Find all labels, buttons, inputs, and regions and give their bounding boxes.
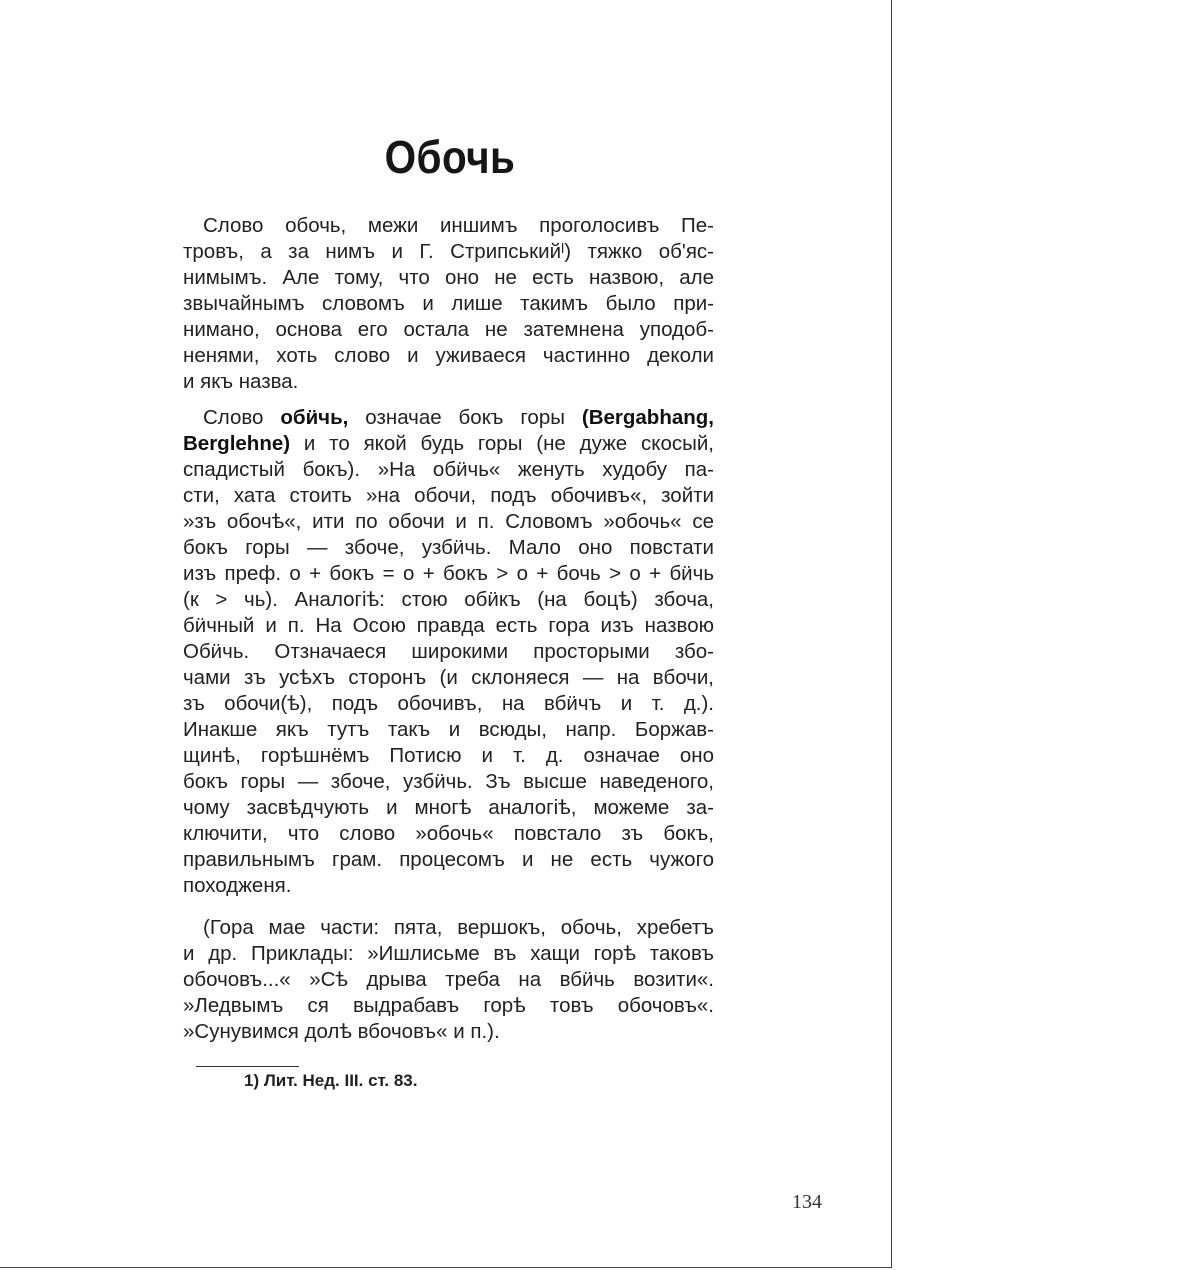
footnote: 1) Лит. Нед. III. ст. 83.	[244, 1071, 418, 1090]
text-line: бокъ горы — збоче, узбӥчь. Зъ высше наведеного,	[183, 770, 714, 793]
text-line: спадистый бокъ). »На обӥчь« женуть худобу па-	[183, 458, 714, 481]
text-line: сти, хата стоить »на обочи, подъ обочивъ«, зойти	[183, 484, 714, 507]
text-line: зъ обочи(ѣ), подъ обочивъ, на вбӥчъ и т. д.).	[183, 692, 714, 715]
bold-term: (Bergabhang,	[581, 406, 714, 429]
text-line: (Гора мае части: пята, вершокъ, обочь, хребетъ	[203, 916, 714, 939]
text-line: »зъ обочѣ«, ити по обочи и п. Словомъ »обочь« се	[183, 510, 714, 533]
text-run: означае бокъ горы	[348, 406, 582, 429]
text-line: изъ преф. о + бокъ = о + бокъ > о + бочь > о + бӥчь	[183, 562, 714, 585]
bold-term: обӥчь,	[280, 406, 349, 429]
paragraph-1	[183, 213, 714, 395]
text-line: Слово обочь, межи иншимъ проголосивъ Пе-	[203, 214, 714, 237]
page-title: Обочь	[384, 131, 516, 183]
text-line: нимано, основа его остала не затемнена уподоб-	[183, 318, 714, 341]
footnote-divider	[196, 1066, 299, 1067]
text-line: походженя.	[183, 874, 292, 897]
text-line: и др. Приклады: »Ишлисьме въ хащи горѣ таковъ	[183, 942, 714, 965]
text-line: чами зъ усѣхъ сторонъ (и склоняеся — на вбочи,	[183, 666, 714, 689]
text-line: обочовъ...« »Сѣ дрыва треба на вбӥчь возити«.	[183, 968, 714, 991]
text-run: Слово	[203, 406, 281, 429]
text-line: нимымъ. Але тому, что оно не есть назвою, але	[183, 266, 714, 289]
text-run: и то якой будь горы (не дуже скосый,	[290, 432, 714, 455]
page-number: 134	[792, 1191, 822, 1213]
text-line: »Ледвымъ ся выдрабавъ горѣ товъ обочовъ«.	[183, 994, 714, 1017]
text-line: »Сунувимся долѣ вбочовъ« и п.).	[183, 1020, 500, 1043]
text-line	[183, 405, 714, 431]
text-line: (к > чь). Аналогiѣ: стою обӥкъ (на боцѣ) збоча,	[183, 588, 714, 611]
text-line: щинѣ, горѣшнёмъ Потисю и т. д. означае оно	[183, 744, 714, 767]
paragraph-3	[183, 915, 714, 1045]
bold-term: Berglehne)	[183, 432, 291, 455]
text-line: и якъ назва.	[183, 370, 299, 393]
text-line: бокъ горы — збоче, узбӥчь. Мало оно повстати	[183, 536, 714, 559]
paragraph-2	[183, 405, 714, 899]
text-line: тровъ, а за нимъ и Г. Стрипськийˡ) тяжко об'яс-	[183, 240, 714, 263]
text-line: звычайнымъ словомъ и лише такимъ было при-	[183, 292, 714, 315]
text-line: бӥчный и п. На Осою правда есть гора изъ назвою	[183, 614, 714, 637]
text-line: правильнымъ грам. процесомъ и не есть чужого	[183, 848, 714, 871]
text-line: чому засвѣдчують и многѣ аналогiѣ, можеме за-	[183, 796, 714, 819]
text-line: Инакше якъ тутъ такъ и всюды, напр. Боржав-	[183, 718, 714, 741]
text-line: Обӥчь. Отзначаеся широкими просторыми збо-	[183, 640, 714, 663]
text-line	[183, 431, 714, 457]
text-line: ненями, хоть слово и уживаеся частинно деколи	[183, 344, 714, 367]
text-line: ключити, что слово »обочь« повстало зъ бокъ,	[183, 822, 714, 845]
